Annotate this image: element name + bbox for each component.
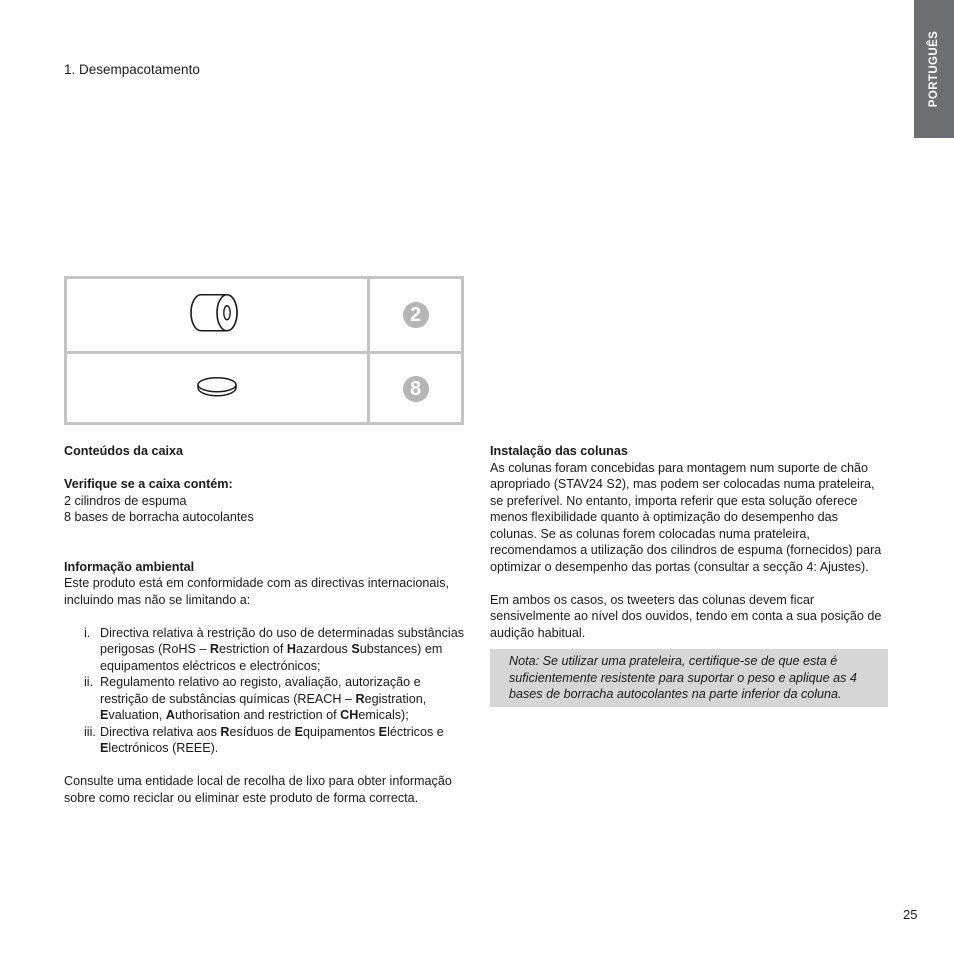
directive-item <box>64 724 464 757</box>
directive-text-run: Regulamento relativo ao registo, avaliação, autorização e restrição de substâncias químicas (REACH – <box>100 675 421 706</box>
quantity-cell <box>370 354 461 426</box>
directive-text-run: azardous <box>296 642 352 656</box>
right-column <box>490 443 888 707</box>
contents-heading: Conteúdos da caixa <box>64 444 183 458</box>
item-cell <box>67 354 367 426</box>
directive-number: iii. <box>84 724 96 739</box>
tweeter-text: Em ambos os casos, os tweeters das colunas devem ficar sensivelmente ao nível dos ouvidos, tendo em conta a sua posição de audição habitual. <box>490 592 882 640</box>
directive-text-run: valuation, <box>108 708 166 722</box>
left-column <box>64 443 464 806</box>
directive-text-run: R <box>355 691 365 706</box>
check-heading: Verifique se a caixa contém: <box>64 477 233 491</box>
directive-text-run: quipamentos <box>303 724 379 739</box>
directive-text-run: R <box>220 724 230 739</box>
quantity-badge: 2 <box>403 302 429 328</box>
install-text: As colunas foram concebidas para montagem num suporte de chão apropriado (STAV24 S2), mas podem ser colocadas numa prateleira, se preferível. No entanto, importa referir que esta solução oferece menos flexibilidade quanto à optimização do desempenho das colunas. Se as colunas forem colocadas numa prateleira, recomendamos a utilização dos cilindros de espuma (fornecidos) para optimizar o desempenho das portas (consultar a secção 4: Ajustes). <box>490 460 882 574</box>
directive-text-run: CH <box>340 708 359 722</box>
directive-text-run: uthorisation and restriction of <box>174 708 341 722</box>
directive-text-run: lectrónicos (REEE). <box>108 741 219 755</box>
directive-text-run: E <box>100 708 109 722</box>
table-column-divider <box>367 279 370 422</box>
directive-text-run: léctricos e <box>387 724 444 739</box>
directive-item <box>64 625 464 675</box>
section-title: 1. Desempacotamento <box>64 62 200 77</box>
quantity-cell <box>370 279 461 351</box>
directive-text-run: E <box>100 741 109 755</box>
directive-text-run: estriction of <box>219 642 287 656</box>
directive-number: i. <box>84 625 91 640</box>
directive-text-run: esíduos de <box>229 724 295 739</box>
directive-text-run: H <box>286 642 297 656</box>
directive-text-run: E <box>294 724 304 739</box>
contents-item: 2 cilindros de espuma <box>64 493 187 508</box>
language-tab <box>914 0 954 138</box>
note-text: Nota: Se utilizar uma prateleira, certifique-se de que esta é suficientemente resistente para suportar o peso e aplique as 4 bases de borracha autocolantes na parte inferior da coluna. <box>509 654 857 701</box>
foam-cylinder-icon <box>189 291 245 340</box>
directive-text-run: A <box>165 708 175 722</box>
box-contents-table <box>64 276 464 425</box>
contents-row-rubber-foot <box>67 354 461 426</box>
item-cell <box>67 279 367 351</box>
directive-text-run: ubstances) em equipamentos eléctricos e electrónicos; <box>100 642 443 673</box>
directive-number: ii. <box>84 675 94 689</box>
contents-row-foam-cylinder <box>67 279 461 351</box>
directive-text-run: E <box>378 724 388 739</box>
directive-list <box>64 625 464 757</box>
environment-heading: Informação ambiental <box>64 559 195 574</box>
install-heading: Instalação das colunas <box>490 444 628 458</box>
contents-item: 8 bases de borracha autocolantes <box>64 510 254 524</box>
quantity-badge: 8 <box>403 376 429 402</box>
language-tab-label: PORTUGUÊS <box>927 30 940 108</box>
environment-intro: Este produto está em conformidade com as directivas internacionais, incluindo mas não se limitando a: <box>64 576 450 607</box>
rubber-foot-icon <box>194 374 240 405</box>
directive-text-run: emicals); <box>358 708 409 722</box>
page-number: 25 <box>903 907 918 922</box>
recycle-text: Consulte uma entidade local de recolha de lixo para obter informação sobre como reciclar ou eliminar este produto de forma correcta. <box>64 774 452 805</box>
directive-text-run: S <box>351 642 360 656</box>
directive-item <box>64 674 464 724</box>
note-box <box>490 649 888 707</box>
directive-text-run: egistration, <box>364 691 427 706</box>
directive-text-run: Directiva relativa aos <box>100 724 221 739</box>
directive-text-run: R <box>209 642 220 656</box>
directive-text-run: Directiva relativa à restrição do uso de determinadas substâncias perigosas (RoHS – <box>100 625 465 656</box>
